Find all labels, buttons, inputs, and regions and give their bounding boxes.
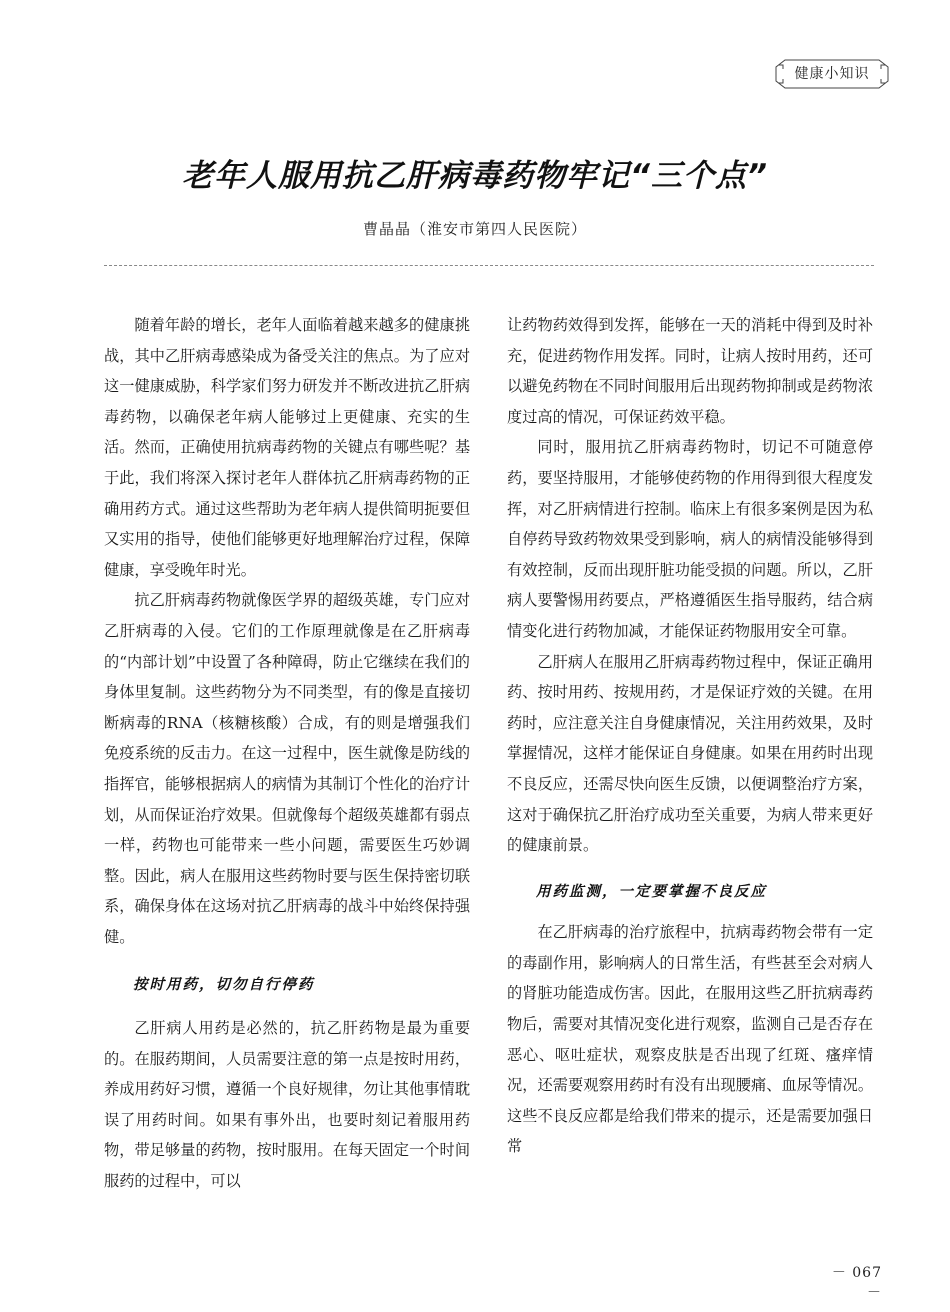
left-column [104,310,470,1197]
section-heading: 用药监测，一定要掌握不良反应 [536,883,767,900]
paragraph: 抗乙肝病毒药物就像医学界的超级英雄，专门应对乙肝病毒的入侵。它们的工作原理就像是在乙肝病毒的“内部计划”中设置了各种障碍，防止它继续在我们的身体里复制。这些药物分为不同类型，有的像是直接切断病毒的RNA（核糖核酸）合成，有的则是增强我们免疫系统的反击力。在这一过程中，医生就像是防线的指挥官，能够根据病人的病情为其制订个性化的治疗计划，从而保证治疗效果。但就像每个超级英雄都有弱点一样，药物也可能带来一些小问题，需要医生巧妙调整。因此，病人在服用这些药物时要与医生保持密切联系，确保身体在这场对抗乙肝病毒的战斗中始终保持强健。 [104,591,470,946]
page-number: － 067 － [831,1265,882,1301]
section-heading: 按时用药，切勿自行停药 [133,977,315,994]
paragraph: 乙肝病人用药是必然的，抗乙肝药物是最为重要的。在服药期间，人员需要注意的第一点是按时用药，养成用药好习惯，遵循一个良好规律，勿让其他事情耽误了用药时间。如果有事外出，也要时刻记着服用药物，带足够量的药物，按时服用。在每天固定一个时间服药的过程中，可以 [104,1019,470,1191]
paragraph: 乙肝病人在服用乙肝病毒药物过程中，保证正确用药、按时用药、按规用药，才是保证疗效的关键。在用药时，应注意关注自身健康情况，关注用药效果，及时掌握情况，这样才能保证自身健康。如果在用药时出现不良反应，还需尽快向医生反馈，以便调整治疗方案，这对于确保抗乙肝治疗成功至关重要，为病人带来更好的健康前景。 [507,652,873,855]
paragraph-continued: 让药物药效得到发挥，能够在一天的消耗中得到及时补充，促进药物作用发挥。同时，让病人按时用药，还可以避免药物在不同时间服用后出现药物抑制或是药物浓度过高的情况，可保证药效平稳。 [507,316,873,426]
paragraph: 在乙肝病毒的治疗旅程中，抗病毒药物会带有一定的毒副作用，影响病人的日常生活，有些甚至会对病人的肾脏功能造成伤害。因此，在服用这些乙肝抗病毒药物后，需要对其情况变化进行观察，监测自己是否存在恶心、呕吐症状，观察皮肤是否出现了红斑、瘙痒情况，还需要观察用药时有没有出现腰痛、血尿等情况。这些不良反应都是给我们带来的提示，还是需要加强日常 [507,923,873,1156]
right-column [507,310,873,1162]
paragraph: 随着年龄的增长，老年人面临着越来越多的健康挑战，其中乙肝病毒感染成为备受关注的焦点。为了应对这一健康威胁，科学家们努力研发并不断改进抗乙肝病毒药物，以确保老年病人能够过上更健康、充实的生活。然而，正确使用抗病毒药物的关键点有哪些呢？基于此，我们将深入探讨老年人群体抗乙肝病毒药物的正确用药方式。通过这些帮助为老年病人提供简明扼要但又实用的指导，使他们能够更好地理解治疗过程，保障健康，享受晚年时光。 [104,316,470,579]
section-tag-label: 健康小知识 [794,66,870,82]
paragraph: 同时，服用抗乙肝病毒药物时，切记不可随意停药，要坚持服用，才能够使药物的作用得到很大程度发挥，对乙肝病情进行控制。临床上有很多案例是因为私自停药导致药物效果受到影响，病人的病情没能够得到有效控制，反而出现肝脏功能受损的问题。所以，乙肝病人要警惕用药要点，严格遵循医生指导服药，结合病情变化进行药物加减，才能保证药物服用安全可靠。 [507,438,873,640]
article-author: 曹晶晶（淮安市第四人民医院） [362,220,587,238]
section-tag [775,59,889,89]
title-divider [104,265,874,266]
article-title: 老年人服用抗乙肝病毒药物牢记“三个点” [182,158,768,194]
